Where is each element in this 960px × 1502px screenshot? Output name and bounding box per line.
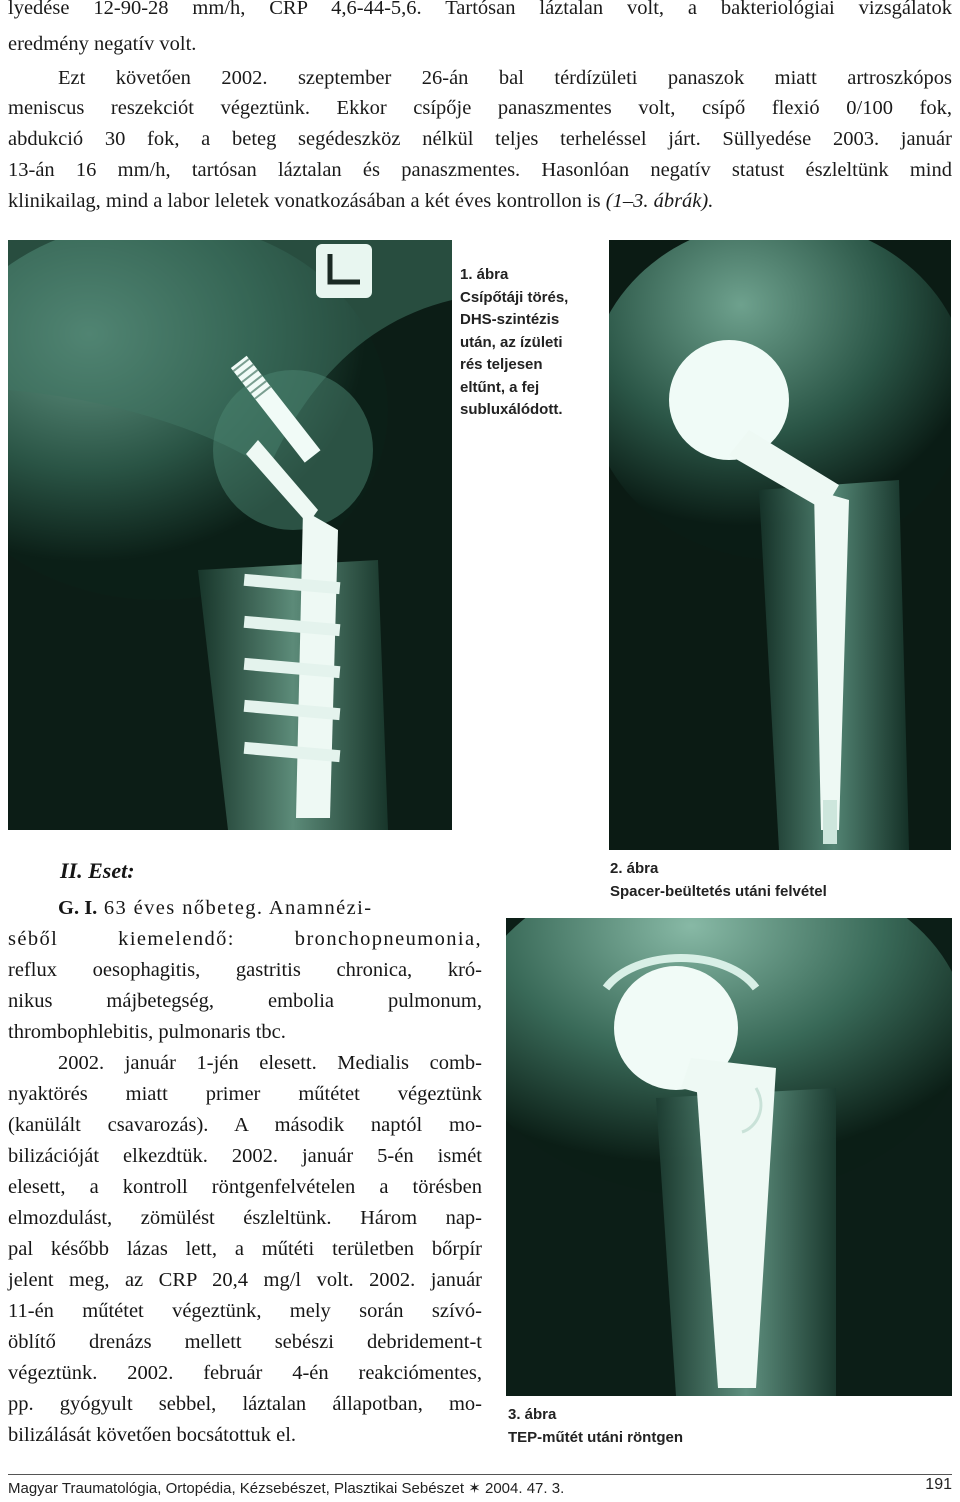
case-text-line: nikus májbetegség, embolia pulmonum,: [8, 990, 482, 1012]
body-text-line: Ezt követően 2002. szeptember 26-án bal térdízületi panaszok miatt artroszkópos: [58, 67, 952, 89]
case-text-line: végeztünk. 2002. február 4-én reakciómentes,: [8, 1362, 482, 1384]
case-text-line: bilizációját elkezdtük. 2002. január 5-én ismét: [8, 1145, 482, 1167]
figure-3-caption: [508, 1404, 683, 1449]
figure-1-xray-image: [8, 240, 452, 830]
caption-line: TEP-műtét utáni röntgen: [508, 1428, 683, 1446]
page-number: 191: [925, 1476, 952, 1493]
body-text-line: lyedése 12-90-28 mm/h, CRP 4,6-44-5,6. Tartósan láztalan volt, a bakteriológiai vizsgálatok: [8, 0, 952, 19]
caption-line: Csípőtáji törés,: [460, 288, 569, 306]
figure-number: 1. ábra: [460, 266, 509, 283]
body-text-line: meniscus reszekciót végeztünk. Ekkor csípője panaszmentes volt, csípő flexió 0/100 fok,: [8, 97, 952, 119]
footer-journal: [8, 1479, 564, 1497]
case-text-line: thrombophlebitis, pulmonaris tbc.: [8, 1021, 286, 1043]
case-text-line: séből kiemelendő: bronchopneumonia,: [8, 928, 482, 950]
patient-initials: G. I.: [58, 897, 98, 919]
case-text-line: elmozdulást, zömülést észleltünk. Három nap-: [8, 1207, 482, 1229]
case-text-line: [58, 896, 482, 920]
caption-line: eltűnt, a fej: [460, 378, 540, 396]
case-text-line: bilizálását követően bocsátottuk el.: [8, 1424, 297, 1446]
figure-2-xray-image: [609, 240, 951, 850]
case-text: 63 éves nőbeteg. Anamnézi-: [97, 897, 373, 919]
figure-number: 2. ábra: [610, 860, 659, 877]
case-text-line: nyaktörés miatt primer műtétet végeztünk: [8, 1083, 482, 1105]
case-text-line: pal később lázas lett, a műtéti területben bőrpír: [8, 1238, 482, 1260]
caption-line: subluxálódott.: [460, 401, 563, 418]
figure-1-caption: [460, 264, 568, 422]
figure-reference: (1–3. ábrák).: [605, 190, 714, 212]
footer-separator: ✶: [468, 1480, 481, 1497]
journal-name: Magyar Traumatológia, Ortopédia, Kézsebészet, Plasztikai Sebészet: [8, 1480, 465, 1497]
caption-line: DHS-szintézis: [460, 311, 560, 328]
body-text: klinikailag, mind a labor leletek vonatkozásában a két éves kontrollon is: [8, 190, 606, 212]
case-text-line: elesett, a kontroll röntgenfelvételen a törésben: [8, 1176, 482, 1198]
figure-2-caption: [610, 858, 827, 903]
case-heading: II. Eset:: [60, 858, 135, 883]
caption-line: rés teljesen: [460, 356, 543, 373]
body-text-line: 13-án 16 mm/h, tartósan láztalan és panaszmentes. Hasonlóan negatív statust észleltünk mind: [8, 159, 952, 181]
case-text-line: jelent meg, az CRP 20,4 mg/l volt. 2002. január: [8, 1269, 482, 1291]
case-text-line: 2002. január 1-jén elesett. Medialis comb-: [58, 1052, 482, 1074]
journal-issue: 2004. 47. 3.: [485, 1480, 565, 1497]
caption-line: után, az ízületi: [460, 333, 563, 351]
caption-line: Spacer-beültetés utáni felvétel: [610, 882, 827, 900]
case-text-line: reflux oesophagitis, gastritis chronica, kró-: [8, 959, 482, 981]
case-text-line: (kanülált csavarozás). A második naptól mo-: [8, 1114, 482, 1136]
case-text-line: öblítő drenázs mellett sebészi debridement-t: [8, 1331, 482, 1353]
footer-rule: [8, 1474, 952, 1475]
body-text-line: abdukció 30 fok, a beteg segédeszköz nélkül teljes terheléssel járt. Süllyedése 2003. január: [8, 128, 952, 150]
body-text-line: [8, 189, 713, 213]
figure-3-xray-image: [506, 918, 952, 1396]
case-text-line: 11-én műtétet végeztünk, mely során szívó-: [8, 1300, 482, 1322]
body-text-line: eredmény negatív volt.: [8, 33, 197, 55]
case-text-line: pp. gyógyult sebbel, láztalan állapotban, mo-: [8, 1393, 482, 1415]
figure-number: 3. ábra: [508, 1406, 557, 1423]
